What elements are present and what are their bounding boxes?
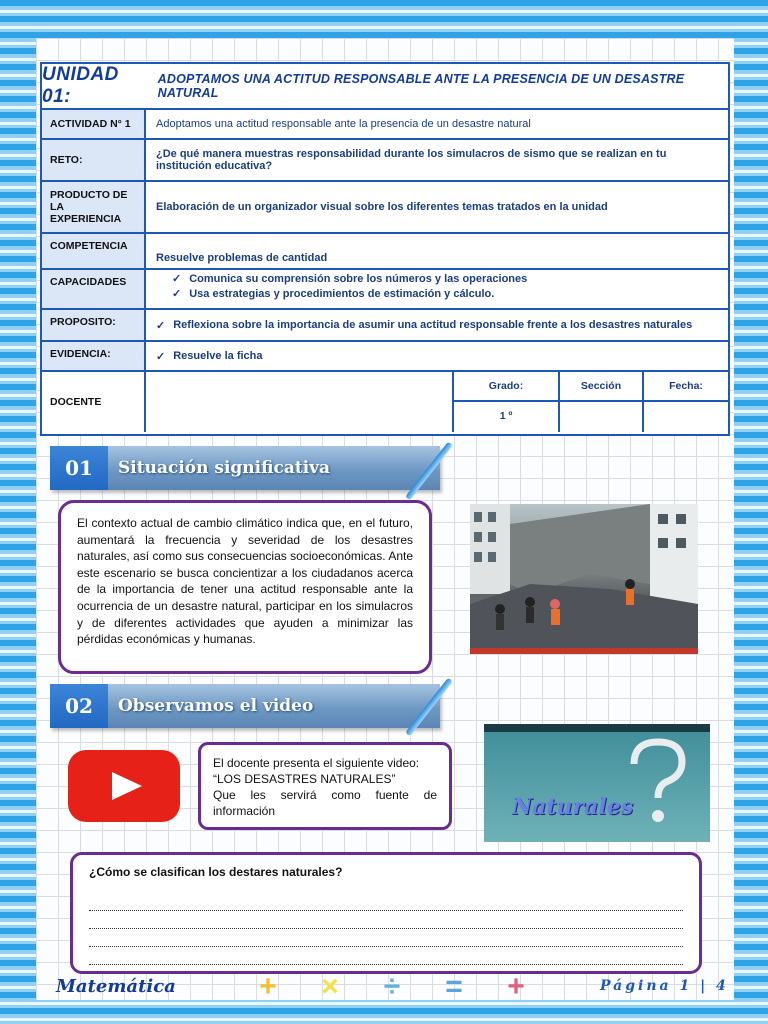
section-header-situacion [50, 446, 440, 490]
row-evidencia [42, 342, 728, 372]
seccion-label: Sección [558, 372, 642, 402]
reto-value: ¿De qué manera muestras responsabilidad durante los simulacros de sismo que se realizan en tu institución educativa? [156, 148, 667, 172]
section-title: Observamos el video [118, 696, 314, 716]
producto-value: Elaboración de un organizador visual sobre los diferentes temas tratados en la unidad [156, 201, 608, 213]
grado-value: 1 º [452, 402, 558, 432]
equals-symbol-icon: = [445, 970, 463, 1003]
video-thumbnail[interactable] [484, 724, 710, 842]
video-text-2: “LOS DESASTRES NATURALES” [213, 772, 396, 786]
row-actividad [42, 110, 728, 140]
check-icon: ✓ [172, 273, 182, 285]
check-icon: ✓ [156, 319, 166, 332]
fecha-value [642, 402, 728, 432]
reto-label: RETO: [42, 140, 146, 180]
times-symbol-icon: × [321, 970, 339, 1003]
row-docente [42, 372, 728, 432]
divide-symbol-icon: ÷ [383, 970, 401, 1003]
plus-symbol-icon: + [259, 970, 277, 1003]
actividad-value: Adoptamos una actitud responsable ante la presencia de un desastre natural [156, 118, 531, 130]
capacidades-list [148, 270, 728, 308]
row-competencia [42, 234, 728, 270]
capacidad-item: ✓ Comunica su comprensión sobre los números y las operaciones [172, 273, 528, 285]
video-text-3: Que les servirá como fuente de información [213, 788, 437, 818]
situacion-text: El contexto actual de cambio climático indica que, en el futuro, aumentará la frecuencia y severidad de los desastres naturales, así como sus consecuencias socioeconómicas. Ante este escenario se busca concientizar a los ciudadanos acerca de la importancia de tener una actitud responsable ante la ocurrencia de un desastre natural, participar en los simulacros y de diferentes actividades que ayuden a minimizar las pérdidas económicas y humanas. [77, 516, 413, 647]
math-symbols-row [248, 970, 536, 1004]
capacidades-label: CAPACIDADES [42, 270, 146, 308]
unit-title: ADOPTAMOS UNA ACTITUD RESPONSABLE ANTE LA PRESENCIA DE UN DESASTRE NATURAL [157, 72, 685, 100]
docente-label: DOCENTE [42, 372, 146, 432]
row-proposito [42, 310, 728, 342]
row-reto [42, 140, 728, 182]
check-icon: ✓ [172, 288, 182, 300]
competencia-value: Resuelve problemas de cantidad [156, 252, 328, 264]
page-number: Página 1 | 4 [600, 978, 729, 994]
answer-line[interactable] [89, 929, 683, 947]
section-number: 02 [50, 684, 108, 728]
subject-label: Matemática [56, 976, 176, 997]
row-capacidades [42, 270, 728, 310]
producto-label: PRODUCTO DE LA EXPERIENCIA [42, 182, 146, 232]
fecha-label: Fecha: [642, 372, 728, 402]
proposito-label: PROPOSITO: [42, 310, 146, 340]
evidencia-value: ✓ Resuelve la ficha [156, 350, 263, 363]
section-title: Situación significativa [118, 458, 331, 478]
video-info-box [198, 742, 452, 830]
question-mark-graphic [484, 724, 710, 842]
video-word: Naturales [512, 794, 634, 820]
section-number: 01 [50, 446, 108, 490]
question-box [70, 852, 702, 974]
evidencia-label: EVIDENCIA: [42, 342, 146, 370]
section-header-video [50, 684, 440, 728]
answer-line[interactable] [89, 947, 683, 965]
question-text: ¿Cómo se clasifican los destares naturales? [89, 865, 343, 879]
earthquake-photo [470, 504, 698, 654]
video-text-1: El docente presenta el siguiente video: [213, 756, 420, 770]
answer-line[interactable] [89, 911, 683, 929]
check-icon: ✓ [156, 350, 166, 363]
worksheet-page [36, 38, 734, 1000]
competencia-label: COMPETENCIA [42, 234, 146, 268]
proposito-value: ✓ Reflexiona sobre la importancia de asumir una actitud responsable frente a los desastres naturales [156, 319, 693, 332]
unit-title-row [42, 64, 728, 110]
row-producto [42, 182, 728, 234]
actividad-label: ACTIVIDAD N° 1 [42, 110, 146, 138]
youtube-play-button[interactable] [68, 750, 180, 822]
seccion-value [558, 402, 642, 432]
play-icon [68, 750, 180, 822]
grado-label: Grado: [452, 372, 558, 402]
situacion-box [58, 500, 432, 674]
capacidad-item: ✓ Usa estrategias y procedimientos de estimación y cálculo. [172, 288, 495, 300]
plus-pink-symbol-icon: + [507, 970, 525, 1003]
answer-line[interactable] [89, 893, 683, 911]
info-table [40, 62, 730, 436]
unit-label: UNIDAD 01: [42, 64, 119, 107]
rubble-illustration [470, 504, 698, 654]
